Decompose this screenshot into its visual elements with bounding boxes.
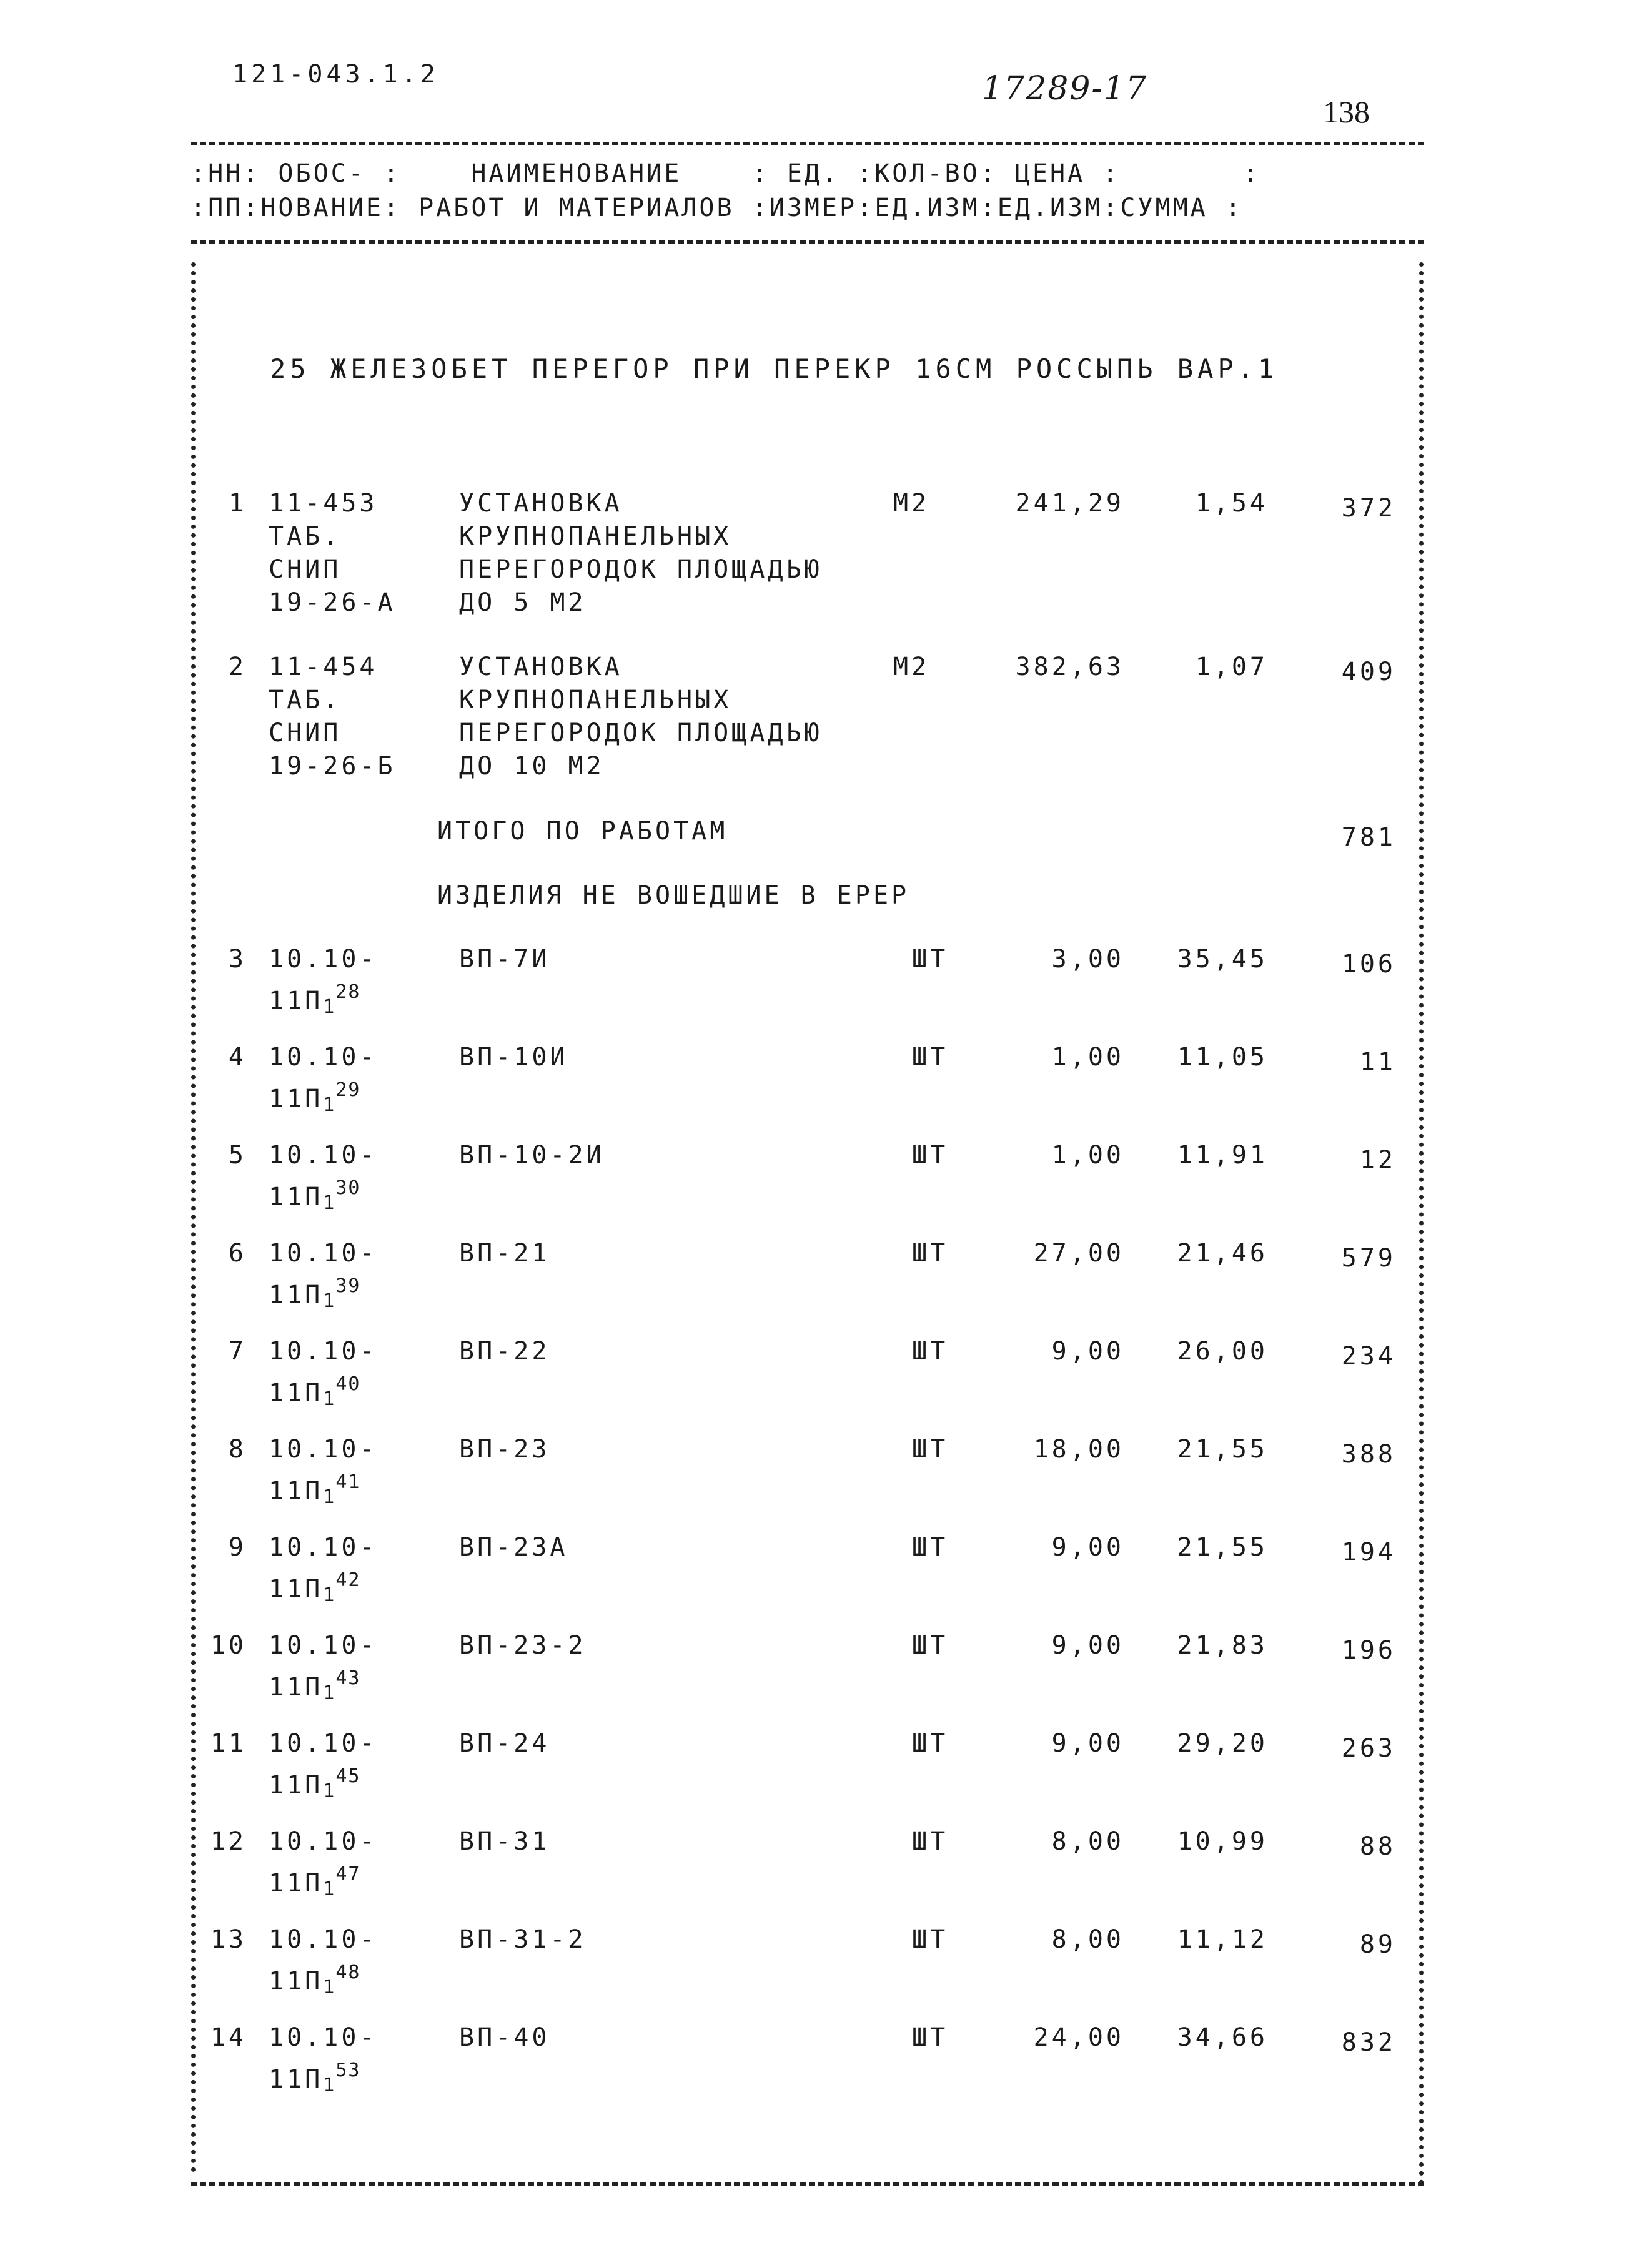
price-cell: 10,99 — [1177, 1827, 1268, 1856]
basis-code-line-1: 10.10- — [269, 1729, 378, 1758]
product-name-cell: ВП-24 — [459, 1729, 550, 1758]
price-cell: 21,83 — [1177, 1631, 1268, 1660]
sum-cell: 196 — [1341, 1636, 1396, 1665]
unit-cell: ШТ — [912, 1827, 949, 1856]
row-number: 2 — [228, 653, 247, 681]
sum-cell: 388 — [1341, 1440, 1396, 1469]
basis-code-line-2: $11П1^{28}$ — [269, 981, 361, 1018]
basis-code-line-1: 10.10- — [269, 1337, 378, 1366]
section-title: 25 ЖЕЛЕЗОБЕТ ПЕРЕГОР ПРИ ПЕРЕКР 16СМ РОССЫПЬ ВАР.1 — [270, 353, 1279, 384]
subtotal-label: ИТОГО ПО РАБОТАМ — [437, 817, 728, 846]
product-name-cell: ВП-31 — [459, 1827, 550, 1856]
unit-cell: М2 — [893, 653, 930, 681]
quantity-cell: 8,00 — [1051, 1827, 1124, 1856]
unit-cell: ШТ — [912, 1239, 949, 1268]
unit-cell: ШТ — [912, 1729, 949, 1758]
unit-cell: ШТ — [912, 1925, 949, 1954]
document-code: 121-043.1.2 — [232, 60, 439, 89]
row-number: 11 — [210, 1729, 247, 1758]
basis-cell: 11-454 ТАБ. СНИП 19-26-Б — [269, 653, 396, 781]
product-name-cell: ВП-31-2 — [459, 1925, 587, 1954]
sum-cell: 409 — [1341, 658, 1396, 686]
price-cell: 34,66 — [1177, 2023, 1268, 2052]
price-cell: 21,46 — [1177, 1239, 1268, 1268]
product-name-cell: ВП-22 — [459, 1337, 550, 1366]
sum-cell: 372 — [1341, 494, 1396, 523]
unit-cell: ШТ — [912, 2023, 949, 2052]
basis-code-line-2: $11П1^{40}$ — [269, 1373, 361, 1410]
basis-code-line-1: 10.10- — [269, 1827, 378, 1856]
table-header-line-1: :НН: ОБОС- : НАИМЕНОВАНИЕ : ЕД. :КОЛ-ВО: ЦЕНА : : — [191, 159, 1261, 188]
quantity-cell: 1,00 — [1051, 1043, 1124, 1072]
price-cell: 26,00 — [1177, 1337, 1268, 1366]
product-name-cell: ВП-10-2И — [459, 1141, 605, 1170]
price-cell: 1,54 — [1195, 489, 1268, 518]
basis-code-line-1: 10.10- — [269, 1141, 378, 1170]
work-name-cell: УСТАНОВКА КРУПНОПАНЕЛЬНЫХ ПЕРЕГОРОДОК ПЛОЩАДЬЮ ДО 5 М2 — [459, 489, 823, 617]
product-name-cell: ВП-7И — [459, 945, 550, 974]
table-header-line-2: :ПП:НОВАНИЕ: РАБОТ И МАТЕРИАЛОВ :ИЗМЕР:ЕД.ИЗМ:ЕД.ИЗМ:СУММА : — [191, 194, 1243, 222]
row-number: 12 — [210, 1827, 247, 1856]
unit-cell: ШТ — [912, 1337, 949, 1366]
price-cell: 29,20 — [1177, 1729, 1268, 1758]
quantity-cell: 27,00 — [1033, 1239, 1124, 1268]
basis-code-line-2: $11П1^{42}$ — [269, 1569, 361, 1606]
quantity-cell: 3,00 — [1051, 945, 1124, 974]
quantity-cell: 9,00 — [1051, 1337, 1124, 1366]
row-number: 14 — [210, 2023, 247, 2052]
product-name-cell: ВП-23А — [459, 1533, 568, 1562]
product-name-cell: ВП-40 — [459, 2023, 550, 2052]
subtotal-sum: 781 — [1341, 823, 1396, 852]
quantity-cell: 241,29 — [1015, 489, 1124, 518]
top-rule — [191, 142, 1424, 145]
price-cell: 11,12 — [1177, 1925, 1268, 1954]
sum-cell: 579 — [1341, 1244, 1396, 1273]
unit-cell: ШТ — [912, 945, 949, 974]
row-number: 8 — [228, 1435, 247, 1464]
quantity-cell: 9,00 — [1051, 1729, 1124, 1758]
price-cell: 1,07 — [1195, 653, 1268, 681]
product-name-cell: ВП-21 — [459, 1239, 550, 1268]
row-number: 9 — [228, 1533, 247, 1562]
price-cell: 35,45 — [1177, 945, 1268, 974]
work-name-cell: УСТАНОВКА КРУПНОПАНЕЛЬНЫХ ПЕРЕГОРОДОК ПЛОЩАДЬЮ ДО 10 М2 — [459, 653, 823, 781]
product-name-cell: ВП-23 — [459, 1435, 550, 1464]
handwritten-number: 17289-17 — [982, 70, 1148, 107]
row-number: 5 — [228, 1141, 247, 1170]
page-number: 138 — [1323, 94, 1370, 129]
sum-cell: 12 — [1359, 1146, 1396, 1175]
right-border — [1419, 262, 1424, 2186]
unit-cell: М2 — [893, 489, 930, 518]
unit-cell: ШТ — [912, 1141, 949, 1170]
product-name-cell: ВП-23-2 — [459, 1631, 587, 1660]
sum-cell: 832 — [1341, 2028, 1396, 2057]
basis-code-line-2: $11П1^{30}$ — [269, 1177, 361, 1214]
basis-code-line-2: $11П1^{43}$ — [269, 1667, 361, 1704]
basis-code-line-1: 10.10- — [269, 2023, 378, 2052]
row-number: 10 — [210, 1631, 247, 1660]
sum-cell: 88 — [1359, 1832, 1396, 1861]
price-cell: 21,55 — [1177, 1533, 1268, 1562]
basis-cell: 11-453 ТАБ. СНИП 19-26-А — [269, 489, 396, 617]
basis-code-line-2: $11П1^{41}$ — [269, 1471, 361, 1508]
price-cell: 11,91 — [1177, 1141, 1268, 1170]
quantity-cell: 9,00 — [1051, 1533, 1124, 1562]
bottom-rule — [191, 2182, 1424, 2186]
quantity-cell: 382,63 — [1015, 653, 1124, 681]
basis-code-line-2: $11П1^{47}$ — [269, 1863, 361, 1900]
sum-cell: 11 — [1359, 1048, 1396, 1077]
basis-code-line-2: $11П1^{45}$ — [269, 1765, 361, 1802]
basis-code-line-2: $11П1^{53}$ — [269, 2059, 361, 2096]
quantity-cell: 9,00 — [1051, 1631, 1124, 1660]
quantity-cell: 18,00 — [1033, 1435, 1124, 1464]
sum-cell: 106 — [1341, 950, 1396, 979]
price-cell: 11,05 — [1177, 1043, 1268, 1072]
basis-code-line-1: 10.10- — [269, 1631, 378, 1660]
basis-code-line-1: 10.10- — [269, 1533, 378, 1562]
quantity-cell: 8,00 — [1051, 1925, 1124, 1954]
row-number: 4 — [228, 1043, 247, 1072]
row-number: 7 — [228, 1337, 247, 1366]
unit-cell: ШТ — [912, 1043, 949, 1072]
basis-code-line-1: 10.10- — [269, 1435, 378, 1464]
quantity-cell: 1,00 — [1051, 1141, 1124, 1170]
price-cell: 21,55 — [1177, 1435, 1268, 1464]
row-number: 3 — [228, 945, 247, 974]
sum-cell: 263 — [1341, 1734, 1396, 1763]
products-heading: ИЗДЕЛИЯ НЕ ВОШЕДШИЕ В ЕРЕР — [437, 881, 910, 910]
row-number: 6 — [228, 1239, 247, 1268]
basis-code-line-2: $11П1^{39}$ — [269, 1275, 361, 1312]
basis-code-line-1: 10.10- — [269, 945, 378, 974]
header-rule — [191, 240, 1424, 244]
basis-code-line-1: 10.10- — [269, 1239, 378, 1268]
basis-code-line-2: $11П1^{29}$ — [269, 1079, 361, 1116]
quantity-cell: 24,00 — [1033, 2023, 1124, 2052]
basis-code-line-1: 10.10- — [269, 1925, 378, 1954]
basis-code-line-2: $11П1^{48}$ — [269, 1961, 361, 1998]
sum-cell: 89 — [1359, 1930, 1396, 1959]
unit-cell: ШТ — [912, 1533, 949, 1562]
product-name-cell: ВП-10И — [459, 1043, 568, 1072]
sum-cell: 234 — [1341, 1342, 1396, 1371]
left-border — [191, 262, 196, 2173]
row-number: 13 — [210, 1925, 247, 1954]
sum-cell: 194 — [1341, 1538, 1396, 1567]
row-number: 1 — [228, 489, 247, 518]
basis-code-line-1: 10.10- — [269, 1043, 378, 1072]
unit-cell: ШТ — [912, 1631, 949, 1660]
unit-cell: ШТ — [912, 1435, 949, 1464]
